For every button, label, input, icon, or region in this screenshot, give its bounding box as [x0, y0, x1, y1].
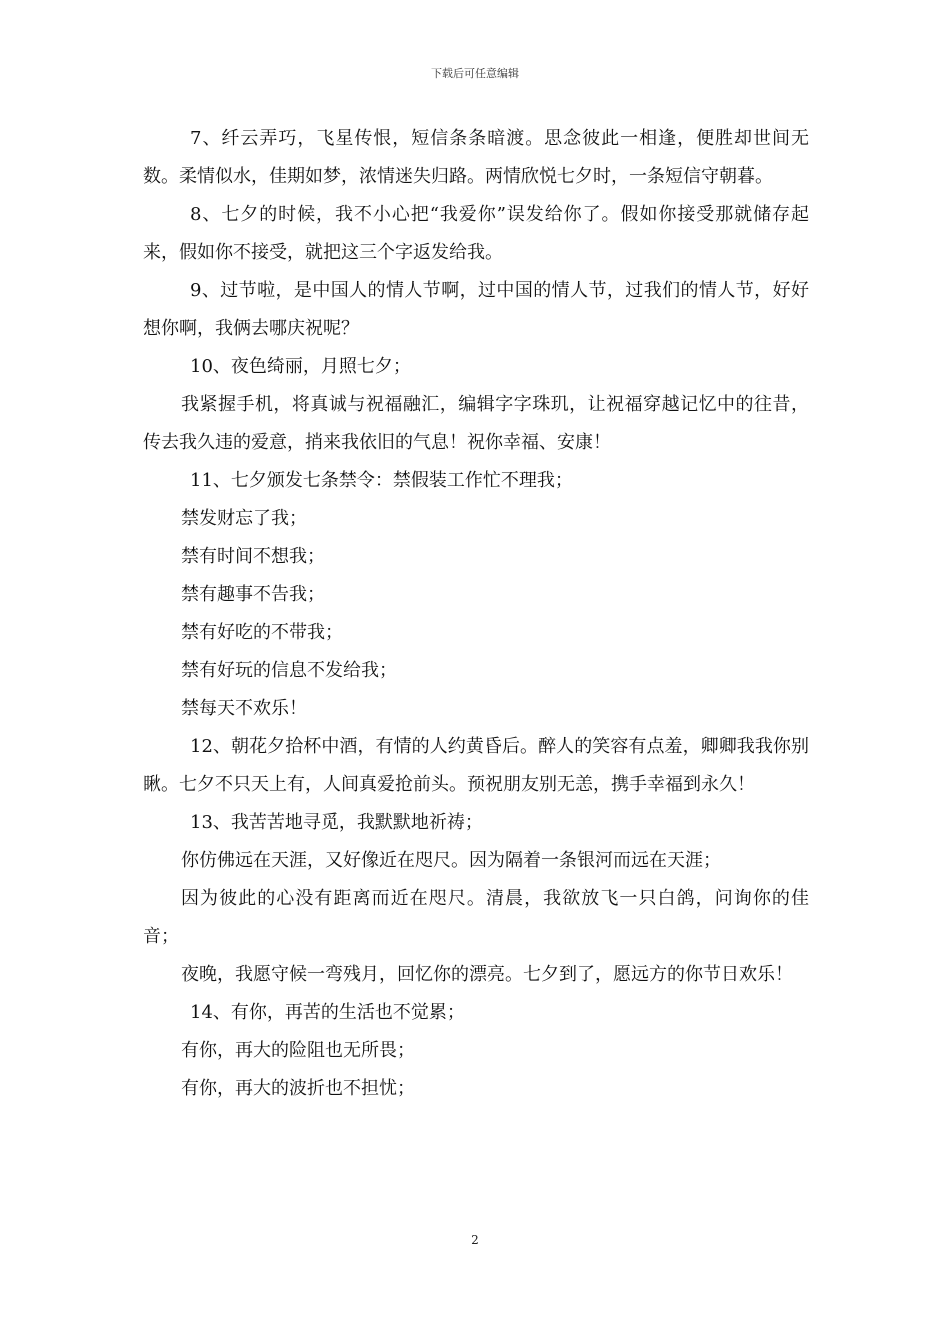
page-number: 2 [471, 1233, 479, 1247]
paragraph-13: 13、我苦苦地寻觅，我默默地祈祷； [190, 812, 483, 833]
paragraph-11-line: 禁有好吃的不带我； [181, 622, 343, 643]
paragraph-11-line: 禁每天不欢乐！ [181, 698, 307, 719]
paragraph-12: 12、朝花夕拾杯中酒，有情的人约黄昏后。醉人的笑容有点羞，卿卿我我你别瞅。七夕不只天上有，人间真爱抢前头。预祝朋友别无恙，携手幸福到永久！ [143, 736, 809, 795]
paragraph-14-line: 有你，再大的波折也不担忧； [181, 1078, 415, 1099]
paragraph-11-line: 禁发财忘了我； [181, 508, 307, 529]
paragraph-11-line: 禁有好玩的信息不发给我； [181, 660, 397, 681]
paragraph-10-body: 我紧握手机，将真诚与祝福融汇，编辑字字珠玑，让祝福穿越记忆中的往昔，传去我久违的爱意，捎来我依旧的气息！祝你幸福、安康！ [143, 394, 809, 453]
paragraph-14: 14、有你，再苦的生活也不觉累； [190, 1002, 465, 1023]
paragraph-7: 7、纤云弄巧，飞星传恨，短信条条暗渡。思念彼此一相逢，便胜却世间无数。柔情似水，佳期如梦，浓情迷失归路。两情欣悦七夕时，一条短信守朝暮。 [143, 128, 809, 187]
paragraph-14-line: 有你，再大的险阻也无所畏； [181, 1040, 415, 1061]
document-body [143, 120, 809, 1108]
paragraph-11: 11、七夕颁发七条禁令：禁假装工作忙不理我； [190, 470, 573, 491]
paragraph-11-line: 禁有趣事不告我； [181, 584, 325, 605]
paragraph-8: 8、七夕的时候，我不小心把“我爱你”误发给你了。假如你接受那就储存起来，假如你不接受，就把这三个字返发给我。 [143, 204, 809, 263]
paragraph-10: 10、夜色绮丽，月照七夕； [190, 356, 411, 377]
page-header: 下载后可任意编辑 [431, 67, 519, 80]
paragraph-13-line: 你仿佛远在天涯，又好像近在咫尺。因为隔着一条银河而远在天涯； [181, 850, 721, 871]
paragraph-13-line: 夜晚，我愿守候一弯残月，回忆你的漂亮。七夕到了，愿远方的你节日欢乐！ [181, 964, 793, 985]
paragraph-11-line: 禁有时间不想我； [181, 546, 325, 567]
paragraph-9: 9、过节啦，是中国人的情人节啊，过中国的情人节，过我们的情人节，好好想你啊，我俩去哪庆祝呢？ [143, 280, 809, 339]
paragraph-13-line: 因为彼此的心没有距离而近在咫尺。清晨，我欲放飞一只白鸽，问询你的佳音； [143, 888, 809, 947]
